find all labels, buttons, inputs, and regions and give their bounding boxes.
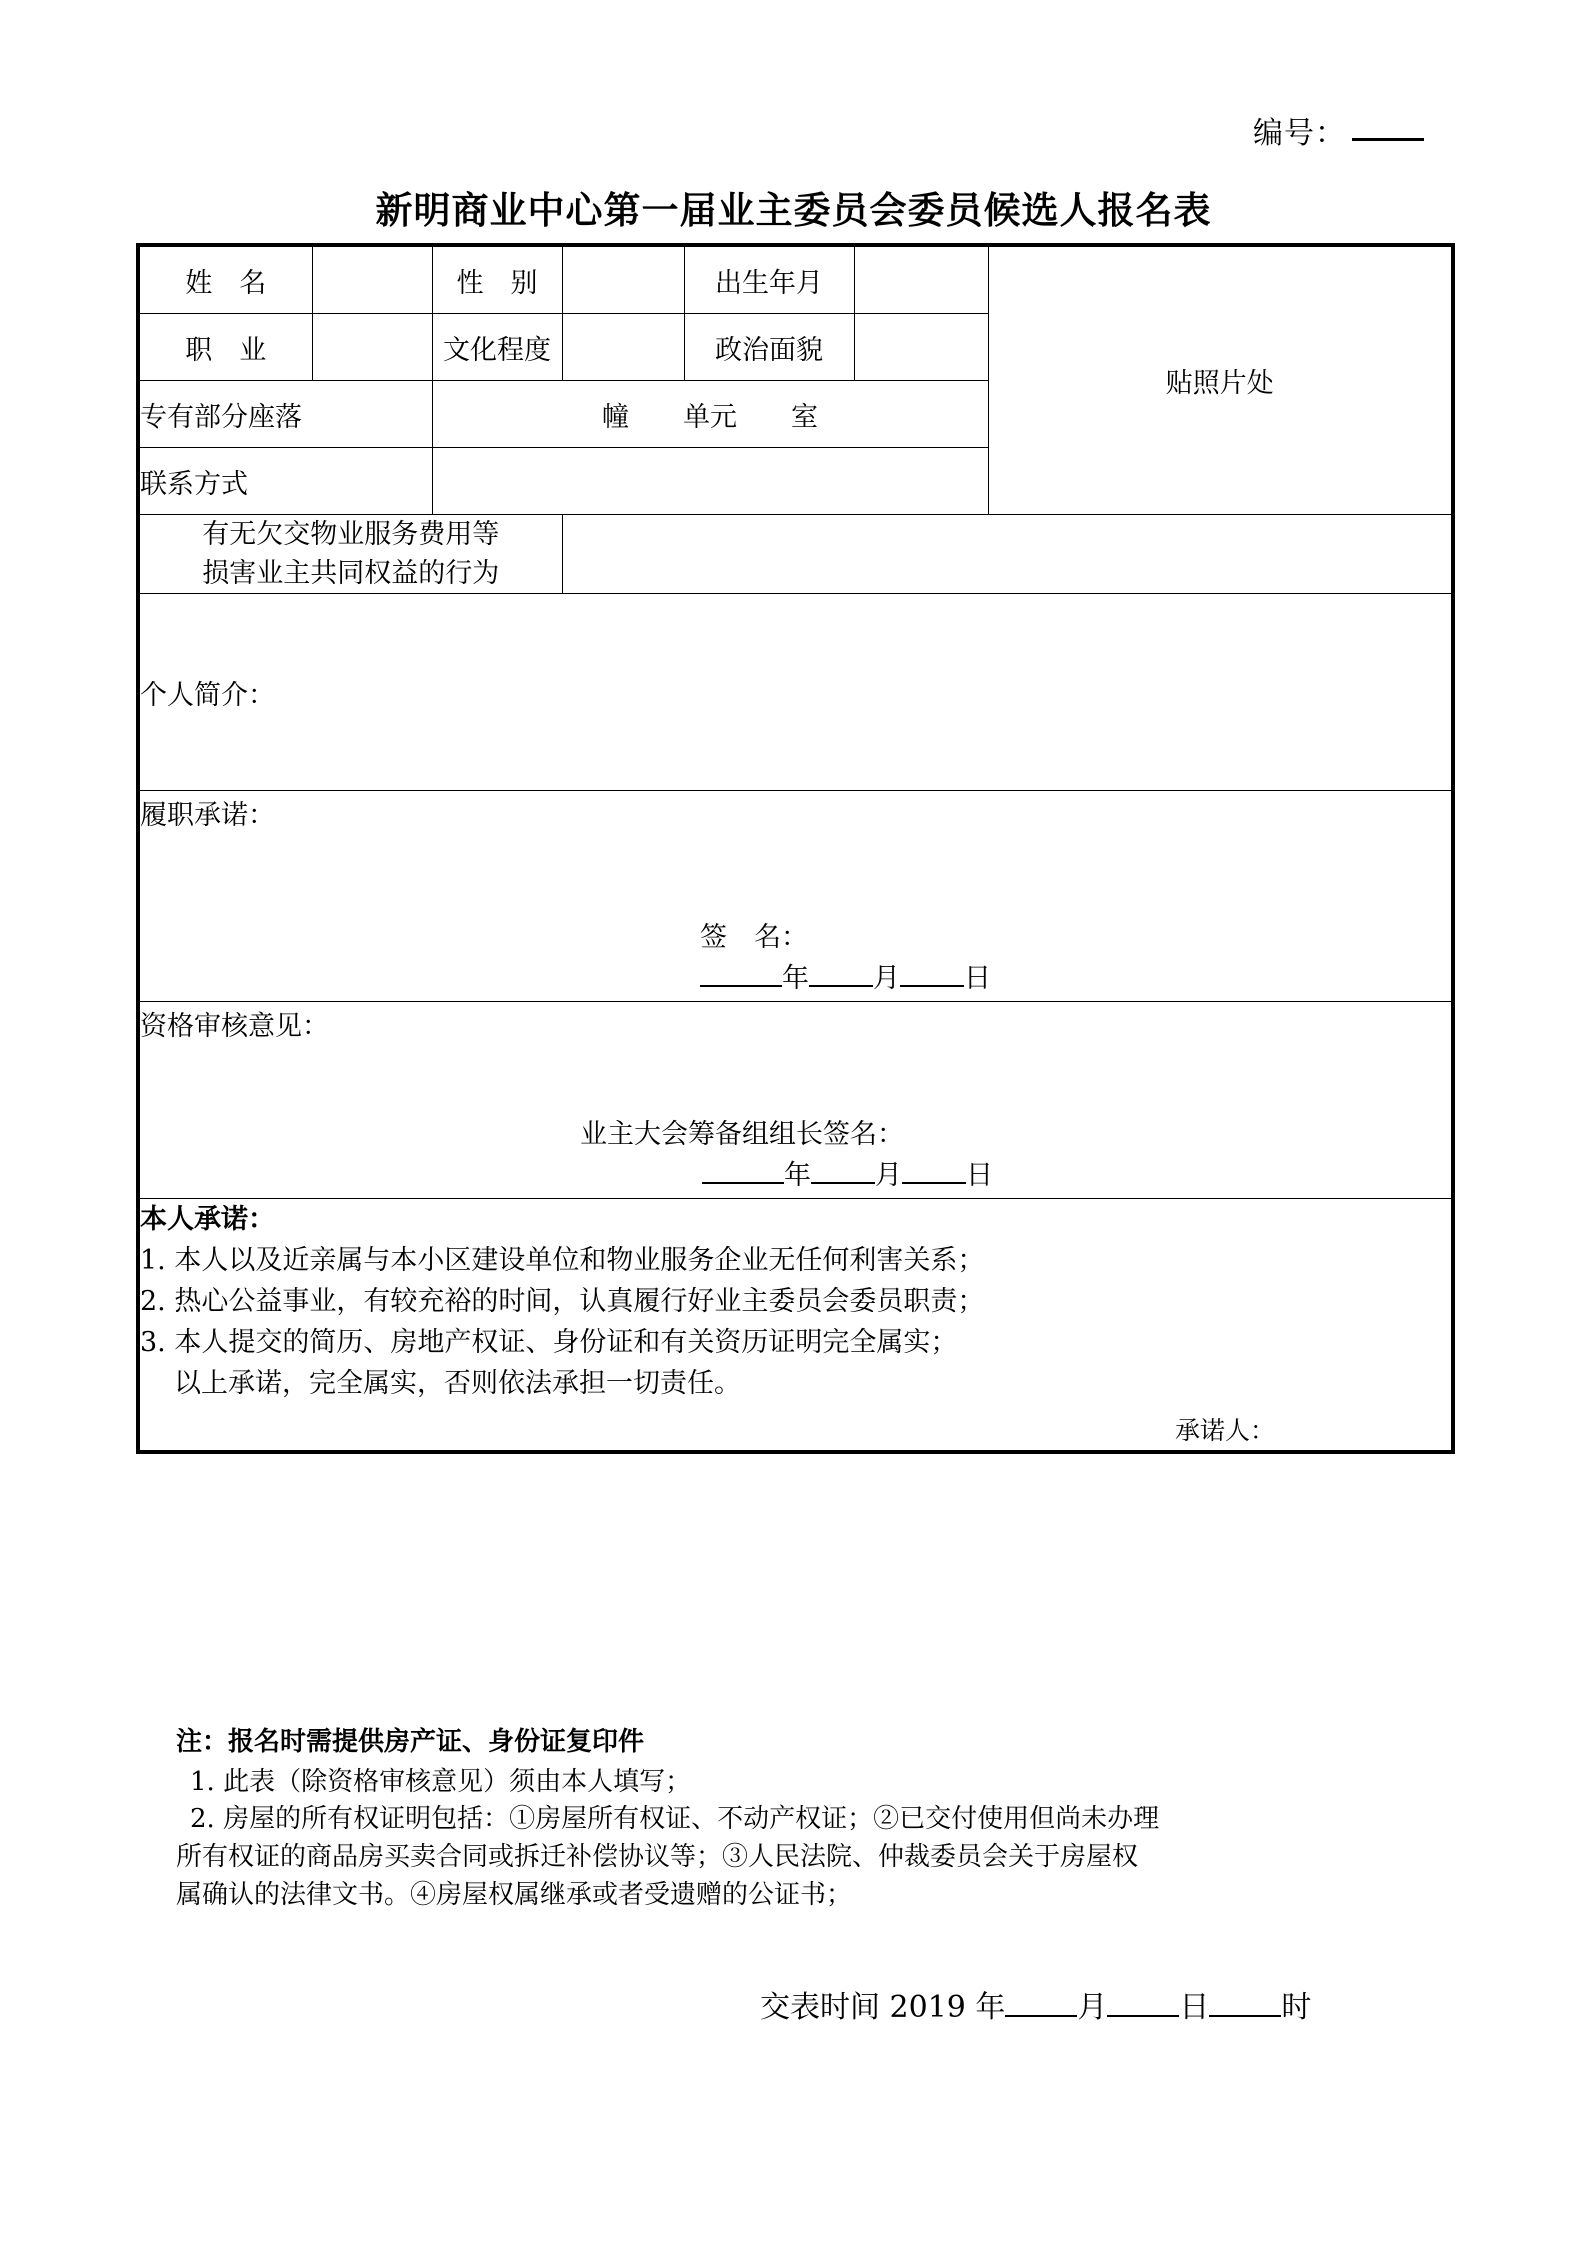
document-number-label: 编号：	[1253, 116, 1346, 151]
label-arrears	[138, 515, 562, 594]
duty-date-year-label: 年	[782, 962, 809, 994]
duty-signature-label: 签 名：	[700, 922, 808, 954]
field-name[interactable]	[312, 245, 432, 314]
field-political-status[interactable]	[854, 314, 988, 381]
label-duty-commitment: 履职承诺：	[140, 800, 275, 832]
field-occupation[interactable]	[312, 314, 432, 381]
field-education[interactable]	[562, 314, 684, 381]
document-number	[1253, 108, 1424, 152]
label-occupation: 职 业	[138, 314, 312, 381]
review-date-day-label: 日	[966, 1159, 993, 1191]
submit-day-label: 日	[1179, 1990, 1210, 2025]
label-contact: 联系方式	[138, 448, 432, 515]
candidate-registration-table	[136, 243, 1455, 1454]
promise-item-3-continued: 以上承诺，完全属实，否则依法承担一切责任。	[174, 1368, 741, 1400]
review-date-year-blank	[702, 1182, 784, 1184]
duty-date-day-label: 日	[964, 962, 991, 994]
notes-line-1: 1. 此表（除资格审核意见）须由本人填写；	[190, 1766, 692, 1797]
notes-line-2: 2. 房屋的所有权证明包括：①房屋所有权证、不动产权证；②已交付使用但尚未办理	[190, 1804, 1160, 1835]
duty-signature-date[interactable]	[700, 959, 1451, 1000]
section-personal-promise	[138, 1199, 1453, 1453]
duty-date-month-label: 月	[873, 962, 900, 994]
label-name: 姓 名	[138, 245, 312, 314]
label-arrears-line2: 损害业主共同权益的行为	[202, 558, 500, 590]
table-row-profile	[138, 594, 1453, 791]
notes-line-3: 所有权证的商品房买卖合同或拆迁补偿协议等；③人民法院、仲裁委员会关于房屋权	[176, 1842, 1139, 1873]
promise-signer-label[interactable]: 承诺人：	[1174, 1416, 1275, 1446]
table-row-qualification-review	[138, 1002, 1453, 1199]
label-personal-profile: 个人简介：	[140, 679, 275, 711]
submit-day-blank	[1107, 2015, 1179, 2017]
section-duty-commitment[interactable]	[138, 791, 1453, 1002]
promise-item-2: 2. 热心公益事业，有较充裕的时间，认真履行好业主委员会委员职责；	[140, 1286, 985, 1318]
section-personal-profile[interactable]	[138, 594, 1453, 791]
promise-heading: 本人承诺：	[140, 1204, 275, 1236]
submit-time-line[interactable]	[760, 1982, 1311, 2026]
review-signature-block	[140, 1115, 1451, 1196]
review-date-day-blank	[902, 1182, 966, 1184]
field-contact[interactable]	[432, 448, 988, 515]
promise-item-1: 1. 本人以及近亲属与本小区建设单位和物业服务企业无任何利害关系；	[140, 1245, 985, 1277]
duty-signature-block	[140, 918, 1451, 999]
label-arrears-line1: 有无欠交物业服务费用等	[202, 519, 500, 550]
duty-date-year-blank	[700, 985, 782, 987]
notes-section	[176, 1724, 1466, 1914]
notes-line-4: 属确认的法律文书。④房屋权属继承或者受遗赠的公证书；	[176, 1879, 853, 1910]
label-gender: 性 别	[432, 245, 562, 314]
photo-placeholder[interactable]: 贴照片处	[988, 245, 1453, 515]
submit-hour-blank	[1209, 2015, 1281, 2017]
label-qualification-review: 资格审核意见：	[140, 1011, 329, 1043]
review-date-year-label: 年	[784, 1159, 811, 1191]
label-property-address: 专有部分座落	[138, 381, 432, 448]
field-arrears[interactable]	[562, 515, 1453, 594]
submit-time-label: 交表时间 2019 年	[760, 1990, 1006, 2025]
review-date-month-blank	[811, 1182, 875, 1184]
document-number-blank	[1352, 138, 1424, 141]
table-row-arrears	[138, 515, 1453, 594]
duty-date-month-blank	[809, 985, 873, 987]
table-row-personal-promise	[138, 1199, 1453, 1453]
table-row-duty-commitment	[138, 791, 1453, 1002]
field-birthdate[interactable]	[854, 245, 988, 314]
label-birthdate: 出生年月	[684, 245, 854, 314]
duty-date-day-blank	[900, 985, 964, 987]
table-row-basic-1	[138, 245, 1453, 314]
review-signature-date[interactable]	[580, 1156, 1451, 1197]
submit-hour-label: 时	[1281, 1990, 1312, 2025]
label-education: 文化程度	[432, 314, 562, 381]
review-date-month-label: 月	[875, 1159, 902, 1191]
field-gender[interactable]	[562, 245, 684, 314]
field-property-address[interactable]: 幢 单元 室	[432, 381, 988, 448]
promise-item-3: 3. 本人提交的简历、房地产权证、身份证和有关资历证明完全属实；	[140, 1327, 958, 1359]
review-signature-label: 业主大会筹备组组长签名：	[580, 1119, 904, 1151]
section-qualification-review[interactable]	[138, 1002, 1453, 1199]
label-political-status: 政治面貌	[684, 314, 854, 381]
notes-heading: 注：报名时需提供房产证、身份证复印件	[176, 1727, 645, 1757]
submit-month-blank	[1005, 2015, 1077, 2017]
page-title: 新明商业中心第一届业主委员会委员候选人报名表	[375, 188, 1212, 232]
submit-month-label: 月	[1077, 1990, 1108, 2025]
